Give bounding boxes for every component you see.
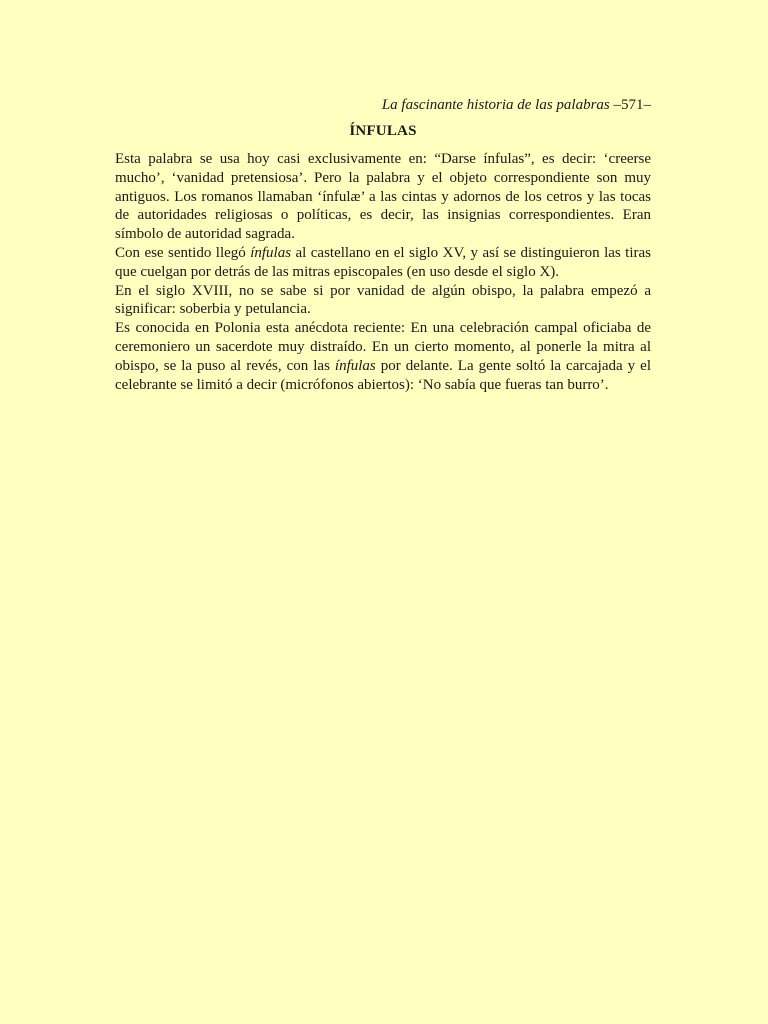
- text-run: Es conocida en Polonia esta anécdota reciente: En una celebración campal oficiaba de ceremoniero un sacerdote muy distraído. En un cierto momento, al ponerle la mitra al obispo, se la puso al revés, con las: [115, 320, 651, 374]
- document-page: [115, 94, 651, 394]
- text-run: al castellano en el siglo XV, y así se distinguieron las tiras que cuelgan por detrás de las mitras episcopales (en uso desde el siglo X).: [115, 244, 651, 280]
- italic-term: ínfulas: [250, 244, 292, 261]
- running-header: [115, 94, 651, 116]
- paragraph: [115, 282, 651, 320]
- page-number: –571–: [613, 97, 651, 113]
- book-title: La fascinante historia de las palabras: [381, 97, 610, 113]
- paragraph: [115, 244, 651, 282]
- entry-body: [115, 150, 651, 394]
- text-run: En el siglo XVIII, no se sabe si por vanidad de algún obispo, la palabra empezó a significar: soberbia y petulancia.: [115, 282, 651, 318]
- paragraph: [115, 319, 651, 394]
- text-run: Esta palabra se usa hoy casi exclusivamente en: “Darse ínfulas”, es decir: ‘creerse mucho’, ‘vanidad pretensiosa’. Pero la palabra y el objeto correspondiente son muy antiguos. Los romanos llamaban ‘ínfulæ’ a las cintas y adornos de los cetros y las tocas de autoridades religiosas o políticas, es decir, las insignias correspondientes. Eran símbolo de autoridad sagrada.: [115, 151, 651, 243]
- entry-title: ÍNFULAS: [349, 123, 417, 139]
- text-run: por delante. La gente soltó la carcajada y el celebrante se limitó a decir (micrófonos abiertos): ‘No sabía que fueras tan burro’.: [115, 357, 651, 393]
- paragraph: [115, 150, 651, 244]
- text-run: Con ese sentido llegó: [115, 244, 251, 261]
- italic-term: ínfulas: [334, 357, 376, 374]
